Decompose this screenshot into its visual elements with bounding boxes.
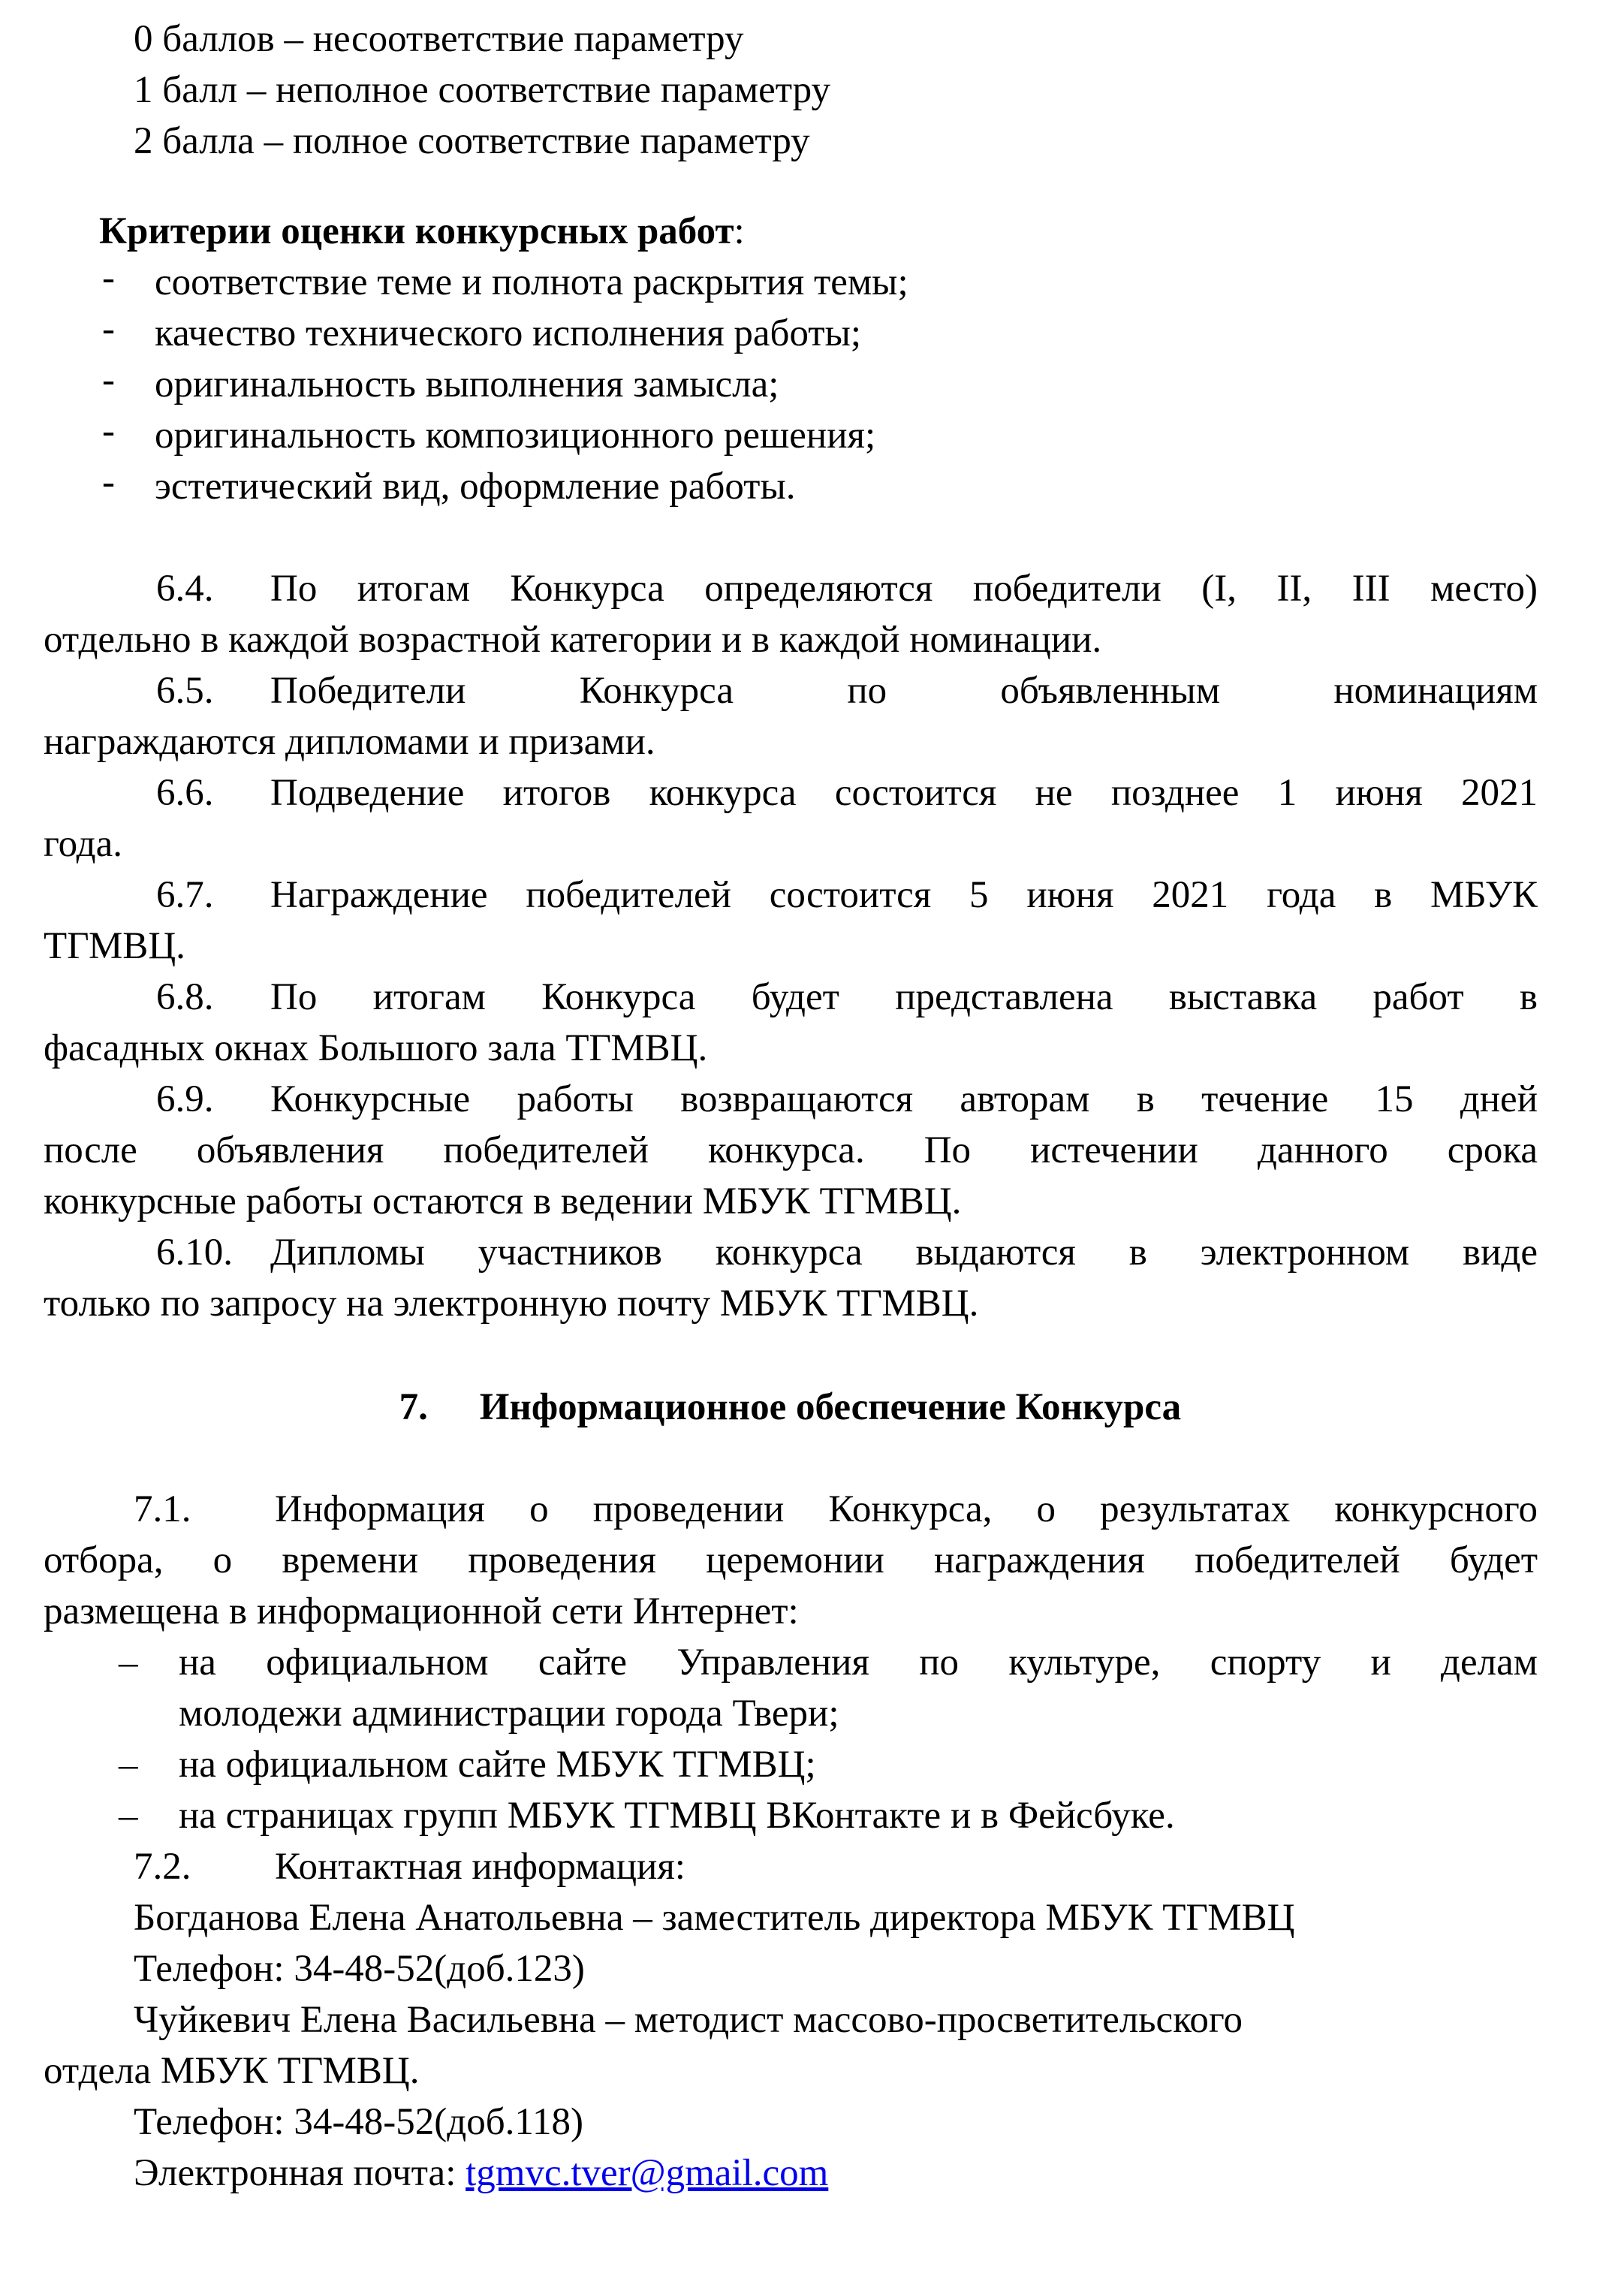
paragraph-6-4: 6.4. По итогам Конкурса определяются победители (I, II, III место) отдельно в каждой возрастной категории и в каждой номинации. <box>44 568 1538 661</box>
paragraph-6-8: 6.8. По итогам Конкурса будет представлена выставка работ в фасадных окнах Большого зала ТГМВЦ. <box>44 976 1538 1069</box>
list-item: - соответствие теме и полнота раскрытия темы; <box>44 257 1538 308</box>
section-6-paragraphs <box>44 563 1538 1329</box>
list-item: – на страницах групп МБУК ТГМВЦ ВКонтакте и в Фейсбуке. <box>44 1790 1538 1841</box>
contact-person: Богданова Елена Анатольевна – заместитель директора МБУК ТГМВЦ <box>134 1897 1295 1939</box>
contact-person-dept: отдела МБУК ТГМВЦ. <box>44 2050 420 2092</box>
dash-bullet: - <box>102 461 115 503</box>
email-link[interactable]: tgmvc.tver@gmail.com <box>466 2152 829 2194</box>
criteria-heading <box>44 206 1538 257</box>
dash-bullet: - <box>102 308 115 350</box>
dash-bullet: - <box>102 359 115 401</box>
score-scale <box>44 14 1538 167</box>
criteria-colon: : <box>734 210 745 252</box>
contact-phone: Телефон: 34-48-52(доб.123) <box>134 1948 585 1990</box>
score-line: 0 баллов – несоответствие параметру <box>134 18 744 60</box>
dash-bullet: – <box>119 1795 138 1837</box>
contact-email <box>44 2148 1538 2199</box>
paragraph-6-5: 6.5. Победители Конкурса по объявленным номинациям награждаются дипломами и призами. <box>44 670 1538 763</box>
internet-channels-list <box>44 1637 1538 1841</box>
list-item: - оригинальность композиционного решения; <box>44 410 1538 461</box>
dash-bullet: - <box>102 257 115 299</box>
list-item: - эстетический вид, оформление работы. <box>44 461 1538 512</box>
paragraph-6-9: 6.9. Конкурсные работы возвращаются авторам в течение 15 дней после объявления победителей конкурса. По истечении данного срока конкурсные работы остаются в ведении МБУК ТГМВЦ. <box>44 1078 1538 1222</box>
paragraph-6-7: 6.7. Награждение победителей состоится 5 июня 2021 года в МБУК ТГМВЦ. <box>44 874 1538 967</box>
contact-info <box>44 1892 1538 2199</box>
contact-person: Чуйкевич Елена Васильевна – методист массово-просветительского <box>134 1999 1243 2041</box>
list-item: - оригинальность выполнения замысла; <box>44 359 1538 410</box>
criteria-title: Критерии оценки конкурсных работ <box>99 210 734 252</box>
email-label: Электронная почта: <box>134 2152 466 2194</box>
dash-bullet: - <box>102 410 115 452</box>
list-item: - качество технического исполнения работы; <box>44 308 1538 359</box>
contact-phone: Телефон: 34-48-52(доб.118) <box>134 2101 584 2143</box>
paragraph-6-6: 6.6. Подведение итогов конкурса состоится не позднее 1 июня 2021 года. <box>44 772 1538 865</box>
score-line: 2 балла – полное соответствие параметру <box>134 120 810 162</box>
criteria-list <box>44 257 1538 512</box>
paragraph-6-10: 6.10. Дипломы участников конкурса выдаются в электронном виде только по запросу на электронную почту МБУК ТГМВЦ. <box>44 1231 1538 1325</box>
paragraph-7-2: 7.2. Контактная информация: <box>134 1846 685 1888</box>
score-line: 1 балл – неполное соответствие параметру <box>134 69 830 111</box>
list-item: – на официальном сайте Управления по культуре, спорту и делам молодежи администрации города Твери; <box>44 1637 1538 1739</box>
paragraph-7-1: 7.1. Информация о проведении Конкурса, о результатах конкурсного отбора, о времени проведения церемонии награждения победителей будет размещена в информационной сети Интернет: <box>44 1488 1538 1632</box>
section-7-title: 7. Информационное обеспечение Конкурса <box>399 1386 1182 1428</box>
dash-bullet: – <box>119 1641 138 1684</box>
document-page <box>44 14 1538 2199</box>
dash-bullet: – <box>119 1744 138 1786</box>
list-item: – на официальном сайте МБУК ТГМВЦ; <box>44 1739 1538 1790</box>
